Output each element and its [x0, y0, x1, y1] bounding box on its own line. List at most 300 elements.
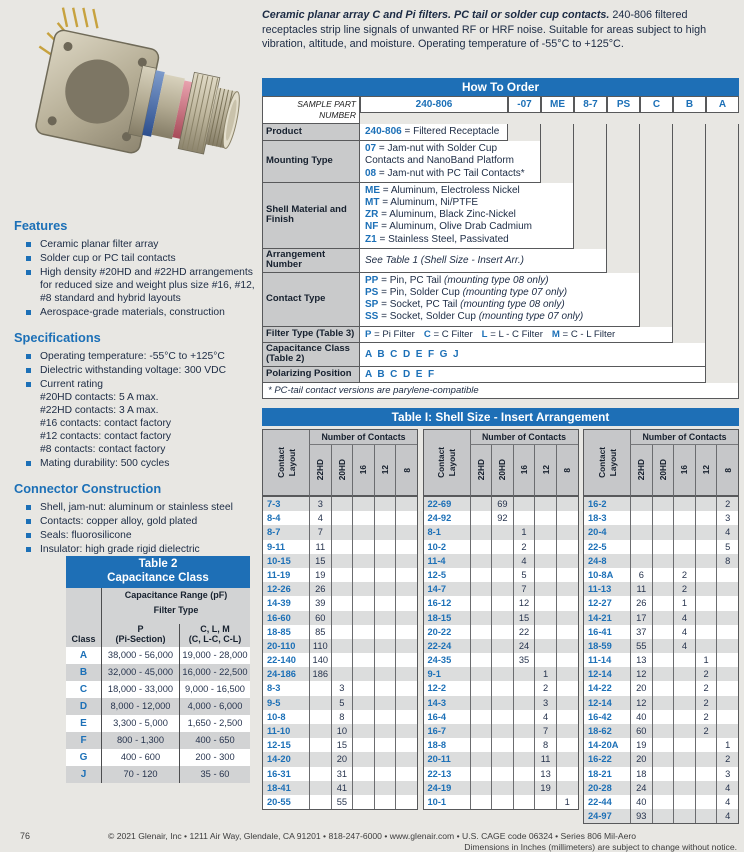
square-bullet-icon — [26, 461, 31, 466]
contact-size-header: 12 — [534, 445, 556, 497]
contact-layout: 24-97 — [584, 809, 630, 823]
contact-count — [470, 653, 492, 667]
contact-layout-header: Contact Layout — [584, 430, 630, 497]
contact-count — [470, 611, 492, 625]
contact-count — [652, 639, 674, 653]
contact-count: 19 — [534, 781, 556, 795]
contact-count — [309, 724, 331, 738]
contact-count — [534, 554, 556, 568]
contact-count — [716, 625, 738, 639]
contact-layout: 10-8A — [588, 569, 614, 580]
contact-count: 60 — [309, 611, 331, 625]
contact-count — [556, 611, 578, 625]
contact-count — [716, 653, 738, 667]
contact-layout: 14-3 — [424, 696, 470, 710]
contact-count — [352, 767, 374, 781]
order-row-label: Contact Type — [262, 273, 360, 327]
contact-count — [534, 511, 556, 525]
list-item — [12, 364, 256, 377]
contact-count — [352, 781, 374, 795]
contact-count — [534, 653, 556, 667]
contact-layout: 20-4 — [584, 525, 630, 539]
contact-count — [374, 525, 396, 539]
order-row-label: Polarizing Position — [262, 367, 360, 383]
contact-count: 15 — [513, 611, 535, 625]
contact-count — [695, 540, 717, 554]
contact-count — [491, 667, 513, 681]
contact-count — [513, 710, 535, 724]
capacitance-range: 16,000 - 22,500 — [182, 667, 248, 677]
order-row-label: Arrangement Number — [262, 249, 360, 273]
list-item — [12, 266, 256, 305]
contact-count — [534, 596, 556, 610]
contact-count — [470, 696, 492, 710]
capacitance-range: 70 - 120 — [102, 766, 180, 783]
contact-count — [352, 639, 374, 653]
contact-count — [470, 554, 492, 568]
capacitance-range: 9,000 - 16,500 — [180, 681, 250, 698]
contact-count — [695, 639, 717, 653]
contact-layout-header: Contact Layout — [263, 430, 309, 497]
contact-count — [695, 781, 717, 795]
contact-count — [534, 611, 556, 625]
contact-count: 2 — [695, 667, 717, 681]
contact-count — [374, 639, 396, 653]
contact-count — [513, 511, 535, 525]
contact-count — [556, 540, 578, 554]
contact-count — [491, 611, 513, 625]
contact-count: 3 — [534, 696, 556, 710]
contact-layout: 8-3 — [267, 683, 281, 694]
contact-size-header: 8 — [716, 445, 738, 497]
contact-count — [513, 681, 535, 695]
contact-count — [374, 511, 396, 525]
contact-count — [695, 497, 717, 511]
contact-count: 35 — [513, 653, 535, 667]
capacitance-range: 4,000 - 6,000 — [187, 701, 243, 711]
features-title: Features — [14, 218, 68, 233]
specifications-list — [12, 350, 256, 470]
list-item — [12, 350, 256, 363]
contact-count — [395, 795, 417, 809]
contact-count — [352, 738, 374, 752]
contact-count: 2 — [716, 752, 738, 766]
order-grid-column-line — [673, 249, 706, 273]
contact-count — [673, 525, 695, 539]
contact-count — [556, 525, 578, 539]
contact-size-header: 22HD — [309, 445, 331, 497]
contact-count: 4 — [716, 781, 738, 795]
contact-count — [395, 710, 417, 724]
contact-layout: 16-4 — [427, 711, 447, 722]
insert-arrangement-subtable — [583, 429, 739, 824]
contact-count: 1 — [695, 653, 717, 667]
contact-count — [652, 653, 674, 667]
contact-count — [556, 568, 578, 582]
square-bullet-icon — [26, 547, 31, 552]
contact-count — [309, 795, 331, 809]
capacitance-range: 35 - 60 — [200, 769, 230, 779]
contact-count — [556, 767, 578, 781]
intro-paragraph — [262, 8, 740, 52]
contact-count — [374, 681, 396, 695]
contact-count — [534, 540, 556, 554]
contact-count — [309, 767, 331, 781]
square-bullet-icon — [26, 270, 31, 275]
contact-count — [352, 582, 374, 596]
contact-count — [331, 625, 353, 639]
contact-count — [673, 696, 695, 710]
sample-code: 8-7 — [574, 96, 607, 113]
order-grid-column-line — [706, 327, 739, 343]
contact-count — [673, 781, 695, 795]
contact-count — [352, 568, 374, 582]
order-row-value: PP = Pin, PC Tail (mounting type 08 only) PS = Pin, Solder Cup (mounting type 07 only) SP = Socket, PC Tail (mounting type 08 only) SS = Socket, Solder Cup (mounting type 07 only) — [360, 273, 640, 327]
contact-layout-header: Contact Layout — [424, 430, 470, 497]
contact-count — [309, 781, 331, 795]
contact-count: 2 — [673, 582, 695, 596]
contact-count — [673, 667, 695, 681]
contact-count: 40 — [630, 710, 652, 724]
contact-count — [331, 653, 353, 667]
contact-count — [470, 752, 492, 766]
contact-count: 4 — [673, 611, 695, 625]
insert-arrangement-subtable — [262, 429, 418, 810]
page-footer — [0, 831, 744, 852]
contact-count: 26 — [630, 596, 652, 610]
capacitance-range: 200 - 300 — [180, 749, 250, 766]
order-grid-column-line — [706, 367, 739, 383]
capacitance-class: C — [66, 681, 102, 698]
contact-count — [470, 639, 492, 653]
order-grid-column-line — [541, 124, 574, 141]
contact-count — [534, 795, 556, 809]
contact-count — [556, 596, 578, 610]
order-grid-column-line — [640, 249, 673, 273]
contact-count — [374, 767, 396, 781]
construction-title: Connector Construction — [14, 481, 162, 496]
contact-count — [491, 653, 513, 667]
contact-count — [374, 667, 396, 681]
sample-code: -07 — [508, 96, 541, 113]
contact-count: 60 — [630, 724, 652, 738]
intro-body: 240-806 filtered receptacles strip line signals of unwanted RF or HRF noise. Suitable for areas subject to high vibration, altitude, and moisture. Operating temperature of -55°C to +125°C. — [262, 9, 707, 51]
contact-count: 92 — [491, 511, 513, 525]
contact-layout: 16-60 — [263, 611, 309, 625]
table2-spacer — [66, 603, 102, 617]
contact-count: 85 — [309, 625, 331, 639]
contact-layout: 20-11 — [424, 752, 470, 766]
table2-title: Table 2 Capacitance Class — [66, 556, 250, 588]
contact-count: 31 — [331, 767, 353, 781]
square-bullet-icon — [26, 519, 31, 524]
contact-count — [534, 525, 556, 539]
contact-count — [630, 497, 652, 511]
contact-count — [695, 752, 717, 766]
order-grid-column-line — [706, 124, 739, 141]
contact-count — [470, 568, 492, 582]
list-item — [12, 306, 256, 319]
contact-count — [716, 724, 738, 738]
contact-count: 4 — [716, 809, 738, 823]
contact-count — [352, 554, 374, 568]
order-grid-column-line — [508, 124, 541, 141]
contact-count — [374, 568, 396, 582]
order-grid-column-line — [574, 141, 607, 183]
sample-code: C — [640, 96, 673, 113]
contact-size-header: 20HD — [652, 445, 674, 497]
list-item-text: Insulator: high grade rigid dielectric — [40, 544, 200, 555]
contact-count — [470, 667, 492, 681]
connector-photo — [8, 6, 250, 210]
list-item — [12, 378, 256, 456]
contact-count — [331, 568, 353, 582]
contact-count: 3 — [309, 497, 331, 511]
contact-count: 2 — [695, 681, 717, 695]
order-row-label: Filter Type (Table 3) — [262, 327, 360, 343]
contact-count — [374, 554, 396, 568]
capacitance-class: G — [66, 749, 102, 766]
contact-count: 22 — [513, 625, 535, 639]
contact-layout: 24-8 — [584, 554, 630, 568]
order-row-value: 240-806 = Filtered Receptacle — [360, 124, 508, 141]
capacitance-range: 32,000 - 45,000 — [102, 664, 180, 681]
contact-count: 18 — [630, 767, 652, 781]
contact-count — [374, 781, 396, 795]
contact-count: 3 — [716, 767, 738, 781]
contact-count — [513, 738, 535, 752]
contact-layout: 16-2 — [584, 497, 630, 511]
contact-layout: 18-85 — [267, 626, 291, 637]
contact-count — [352, 625, 374, 639]
contact-count — [374, 696, 396, 710]
square-bullet-icon — [26, 242, 31, 247]
contact-count — [331, 525, 353, 539]
contact-count — [395, 511, 417, 525]
order-grid-column-line — [607, 183, 640, 249]
contact-count: 2 — [534, 681, 556, 695]
contact-count — [491, 781, 513, 795]
contact-count — [534, 625, 556, 639]
contact-count: 24 — [630, 781, 652, 795]
list-item — [12, 252, 256, 265]
contact-count — [556, 681, 578, 695]
table2-col-p: P (Pi-Section) — [102, 624, 180, 647]
capacitance-range: 18,000 - 33,000 — [102, 681, 180, 698]
contact-size-header: 12 — [695, 445, 717, 497]
contact-count: 19 — [309, 568, 331, 582]
contact-count — [395, 724, 417, 738]
contact-layout: 18-21 — [588, 768, 612, 779]
contact-count: 13 — [534, 767, 556, 781]
list-item — [12, 543, 256, 556]
contact-count: 2 — [673, 568, 695, 582]
contact-count — [513, 767, 535, 781]
contact-count — [695, 767, 717, 781]
contact-count — [673, 497, 695, 511]
contact-count — [491, 639, 513, 653]
capacitance-class: E — [66, 715, 102, 732]
contact-count: 2 — [695, 710, 717, 724]
contact-count — [491, 554, 513, 568]
square-bullet-icon — [26, 256, 31, 261]
contact-count — [395, 625, 417, 639]
contact-count: 4 — [716, 525, 738, 539]
contact-count: 69 — [491, 497, 513, 511]
contact-count — [556, 582, 578, 596]
list-item — [12, 529, 256, 542]
contact-layout: 10-8 — [267, 711, 286, 722]
contact-count — [652, 696, 674, 710]
order-grid-column-line — [640, 183, 673, 249]
contact-count — [352, 497, 374, 511]
capacitance-range: 8,000 - 12,000 — [102, 698, 180, 715]
contact-count — [491, 625, 513, 639]
contact-count — [331, 611, 353, 625]
left-column — [12, 218, 256, 557]
contact-count — [491, 696, 513, 710]
contact-count — [395, 653, 417, 667]
sample-code: 240-806 — [360, 96, 508, 113]
contact-count — [395, 596, 417, 610]
contact-count — [331, 667, 353, 681]
contact-count: 3 — [716, 511, 738, 525]
contact-count — [652, 568, 674, 582]
contact-count: 2 — [695, 696, 717, 710]
contact-count — [695, 525, 717, 539]
contact-count — [556, 625, 578, 639]
contact-layout: 11-10 — [263, 724, 309, 738]
contact-count — [556, 497, 578, 511]
contact-layout: 10-15 — [263, 554, 309, 568]
contact-count — [695, 611, 717, 625]
capacitance-range: 800 - 1,300 — [102, 732, 180, 749]
contact-count: 20 — [331, 752, 353, 766]
contact-count — [470, 511, 492, 525]
contact-count — [673, 809, 695, 823]
contact-count — [716, 568, 738, 582]
order-row-value: P = Pi Filter C = C Filter L = L - C Filter M = C - L Filter — [360, 327, 673, 343]
contact-count — [395, 497, 417, 511]
order-grid-column-line — [640, 124, 673, 141]
contact-count — [630, 511, 652, 525]
order-row-label: Shell Material and Finish — [262, 183, 360, 249]
contact-count — [673, 554, 695, 568]
contact-count: 4 — [513, 554, 535, 568]
contact-count — [534, 568, 556, 582]
contact-count — [374, 738, 396, 752]
contact-count — [374, 540, 396, 554]
contact-layout: 11-19 — [267, 569, 291, 580]
contact-layout: 16-41 — [588, 626, 612, 637]
contact-layout: 14-7 — [424, 582, 470, 596]
contact-layout: 14-39 — [267, 598, 291, 609]
number-of-contacts-header: Number of Contacts — [309, 430, 417, 445]
contact-count — [513, 752, 535, 766]
contact-count: 15 — [309, 554, 331, 568]
contact-layout: 24-35 — [427, 655, 452, 666]
contact-count — [695, 625, 717, 639]
contact-size-header: 12 — [374, 445, 396, 497]
contact-count — [374, 596, 396, 610]
table1-title: Table I: Shell Size - Insert Arrangement — [262, 408, 739, 426]
contact-layout: 9-11 — [267, 541, 286, 552]
order-grid-column-line — [706, 343, 739, 367]
list-item-text: Ceramic planar filter array — [40, 239, 159, 250]
contact-layout: 12-27 — [588, 598, 612, 609]
list-item-text: Mating durability: 500 cycles — [40, 458, 170, 469]
contact-count — [652, 540, 674, 554]
contact-count — [470, 781, 492, 795]
capacitance-range: 1,650 - 2,500 — [180, 715, 250, 732]
contact-count — [470, 767, 492, 781]
contact-count — [395, 554, 417, 568]
sample-code: PS — [607, 96, 640, 113]
sample-code: B — [673, 96, 706, 113]
number-of-contacts-header: Number of Contacts — [630, 430, 738, 445]
contact-count — [695, 568, 717, 582]
contact-count: 3 — [331, 681, 353, 695]
contact-count: 15 — [331, 738, 353, 752]
how-to-order-table — [262, 78, 739, 399]
capacitance-range: 3,300 - 5,000 — [102, 715, 180, 732]
contact-count — [513, 696, 535, 710]
list-item-text: Current rating #20HD contacts: 5 A max. #22HD contacts: 3 A max. #16 contacts: contact factory #12 contacts: contact factory #8 contacts: contact factory — [40, 379, 172, 455]
contact-layout: 14-22 — [588, 683, 612, 694]
contact-count — [352, 681, 374, 695]
contact-count — [491, 710, 513, 724]
contact-layout: 12-14 — [584, 696, 630, 710]
contact-count: 2 — [695, 724, 717, 738]
contact-count — [470, 596, 492, 610]
contact-count — [556, 653, 578, 667]
contact-count — [491, 767, 513, 781]
contact-layout: 24-186 — [263, 667, 309, 681]
contact-count — [395, 781, 417, 795]
contact-count — [470, 540, 492, 554]
contact-count — [695, 554, 717, 568]
features-list — [12, 238, 256, 319]
contact-layout: 22-140 — [267, 655, 296, 666]
contact-count — [331, 497, 353, 511]
contact-count — [395, 540, 417, 554]
contact-count — [309, 752, 331, 766]
square-bullet-icon — [26, 368, 31, 373]
contact-count: 37 — [630, 625, 652, 639]
contact-count — [652, 554, 674, 568]
order-grid-column-line — [673, 273, 706, 327]
contact-size-header: 22HD — [470, 445, 492, 497]
table1-columns — [262, 429, 739, 824]
contact-count — [673, 724, 695, 738]
sample-part-number-label: SAMPLE PART NUMBER — [262, 96, 360, 124]
contact-count: 4 — [673, 639, 695, 653]
contact-count — [374, 710, 396, 724]
contact-count — [395, 525, 417, 539]
contact-count: 8 — [331, 710, 353, 724]
contact-layout: 12-15 — [267, 740, 291, 751]
contact-count — [652, 511, 674, 525]
list-item-text: Seals: fluorosilicone — [40, 530, 132, 541]
contact-count — [652, 795, 674, 809]
contact-count — [374, 611, 396, 625]
contact-count — [556, 724, 578, 738]
contact-count — [352, 596, 374, 610]
contact-count — [395, 568, 417, 582]
contact-layout: 24-19 — [424, 781, 470, 795]
contact-layout: 20-22 — [427, 626, 452, 637]
construction-list — [12, 501, 256, 556]
